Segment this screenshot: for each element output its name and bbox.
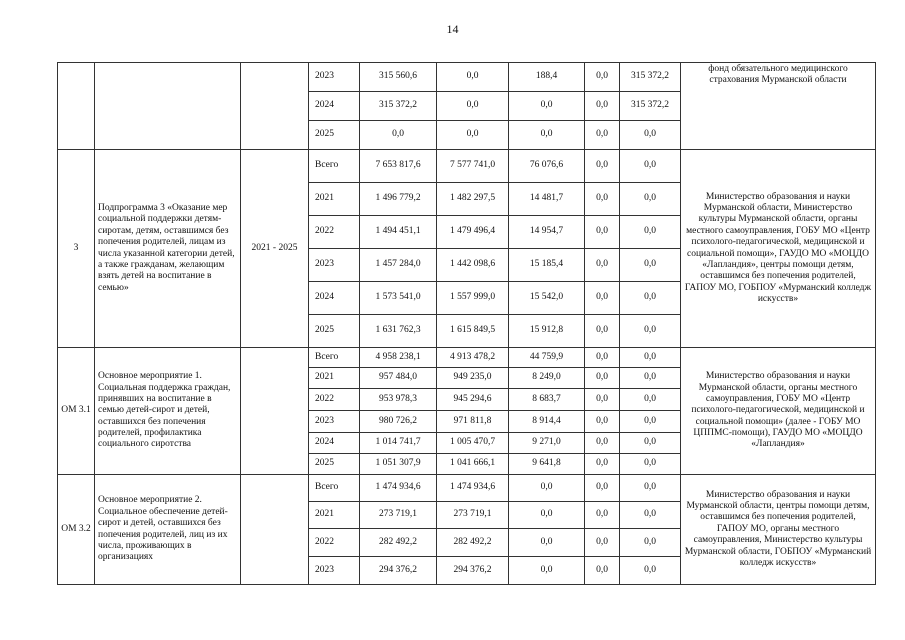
federal-budget-cell: 0,0 [509,92,585,121]
year-cell: 2024 [309,433,360,454]
total-cell: 1 051 307,9 [360,454,437,475]
executor-cell: фонд обязательного медицинского страхования Мурманской области [681,63,876,150]
year-cell: 2023 [309,557,360,585]
total-cell: 273 719,1 [360,502,437,529]
table-row [58,63,876,92]
year-cell: 2024 [309,92,360,121]
total-cell: 1 474 934,6 [360,475,437,502]
year-cell: Всего [309,348,360,368]
federal-budget-cell: 14 481,7 [509,183,585,216]
federal-budget-cell: 9 271,0 [509,433,585,454]
period-cell [241,348,309,475]
row-number: ОМ 3.2 [58,475,95,585]
federal-budget-cell: 44 759,9 [509,348,585,368]
year-cell: 2025 [309,121,360,150]
local-budget-cell: 0,0 [585,183,620,216]
other-sources-cell: 0,0 [620,121,681,150]
total-cell: 315 560,6 [360,63,437,92]
executor-cell: Министерство образования и науки Мурманской области, органы местного самоуправления, ГОБУ МО «Центр психолого-педагогической, медицинской и социальной помощи» (далее - ГОБУ МО ЦППМС-помощи), ГАУДО МО «МОЦДО «Лапландия» [681,348,876,475]
year-cell: 2023 [309,249,360,282]
other-sources-cell: 0,0 [620,389,681,411]
other-sources-cell: 315 372,2 [620,92,681,121]
federal-budget-cell: 8 249,0 [509,368,585,389]
year-cell: Всего [309,475,360,502]
local-budget-cell: 0,0 [585,92,620,121]
total-cell: 4 958 238,1 [360,348,437,368]
other-sources-cell: 0,0 [620,454,681,475]
federal-budget-cell: 76 076,6 [509,150,585,183]
other-sources-cell: 0,0 [620,557,681,585]
local-budget-cell: 0,0 [585,389,620,411]
local-budget-cell: 0,0 [585,454,620,475]
program-name: Основное мероприятие 2. Социальное обеспечение детей-сирот и детей, оставшихся без попечения родителей, лиц из их числа, проживающих в организациях [95,475,241,585]
regional-budget-cell: 1 479 496,4 [437,216,509,249]
local-budget-cell: 0,0 [585,433,620,454]
total-cell: 1 457 284,0 [360,249,437,282]
regional-budget-cell: 0,0 [437,92,509,121]
program-name [95,63,241,150]
total-cell: 1 014 741,7 [360,433,437,454]
other-sources-cell: 315 372,2 [620,63,681,92]
other-sources-cell: 0,0 [620,282,681,315]
other-sources-cell: 0,0 [620,216,681,249]
year-cell: 2021 [309,368,360,389]
total-cell: 1 496 779,2 [360,183,437,216]
total-cell: 1 573 541,0 [360,282,437,315]
federal-budget-cell: 0,0 [509,475,585,502]
local-budget-cell: 0,0 [585,348,620,368]
row-number: 3 [58,150,95,348]
period-cell [241,475,309,585]
regional-budget-cell: 1 474 934,6 [437,475,509,502]
regional-budget-cell: 971 811,8 [437,411,509,433]
local-budget-cell: 0,0 [585,150,620,183]
other-sources-cell: 0,0 [620,249,681,282]
federal-budget-cell: 15 542,0 [509,282,585,315]
year-cell: 2023 [309,63,360,92]
row-number [58,63,95,150]
federal-budget-cell: 0,0 [509,502,585,529]
row-number: ОМ 3.1 [58,348,95,475]
regional-budget-cell: 1 442 098,6 [437,249,509,282]
other-sources-cell: 0,0 [620,368,681,389]
total-cell: 980 726,2 [360,411,437,433]
regional-budget-cell: 0,0 [437,63,509,92]
regional-budget-cell: 0,0 [437,121,509,150]
table-body [58,63,876,585]
other-sources-cell: 0,0 [620,348,681,368]
regional-budget-cell: 1 482 297,5 [437,183,509,216]
regional-budget-cell: 1 041 666,1 [437,454,509,475]
total-cell: 315 372,2 [360,92,437,121]
local-budget-cell: 0,0 [585,368,620,389]
total-cell: 1 631 762,3 [360,315,437,348]
year-cell: 2023 [309,411,360,433]
federal-budget-cell: 0,0 [509,557,585,585]
total-cell: 7 653 817,6 [360,150,437,183]
year-cell: 2024 [309,282,360,315]
regional-budget-cell: 945 294,6 [437,389,509,411]
other-sources-cell: 0,0 [620,315,681,348]
other-sources-cell: 0,0 [620,411,681,433]
local-budget-cell: 0,0 [585,121,620,150]
total-cell: 1 494 451,1 [360,216,437,249]
total-cell: 294 376,2 [360,557,437,585]
year-cell: 2025 [309,454,360,475]
year-cell: 2021 [309,502,360,529]
program-name: Основное мероприятие 1. Социальная поддержка граждан, принявших на воспитание в семью детей-сирот и детей, оставшихся без попечения родителей, профилактика социального сиротства [95,348,241,475]
regional-budget-cell: 949 235,0 [437,368,509,389]
local-budget-cell: 0,0 [585,557,620,585]
regional-budget-cell: 1 557 999,0 [437,282,509,315]
federal-budget-cell: 8 683,7 [509,389,585,411]
year-cell: 2021 [309,183,360,216]
total-cell: 0,0 [360,121,437,150]
regional-budget-cell: 282 492,2 [437,529,509,557]
regional-budget-cell: 1 615 849,5 [437,315,509,348]
federal-budget-cell: 0,0 [509,121,585,150]
local-budget-cell: 0,0 [585,411,620,433]
local-budget-cell: 0,0 [585,63,620,92]
total-cell: 957 484,0 [360,368,437,389]
federal-budget-cell: 15 912,8 [509,315,585,348]
local-budget-cell: 0,0 [585,216,620,249]
total-cell: 282 492,2 [360,529,437,557]
total-cell: 953 978,3 [360,389,437,411]
other-sources-cell: 0,0 [620,150,681,183]
table-row [58,150,876,183]
local-budget-cell: 0,0 [585,315,620,348]
period-cell [241,63,309,150]
other-sources-cell: 0,0 [620,433,681,454]
federal-budget-cell: 0,0 [509,529,585,557]
year-cell: 2022 [309,216,360,249]
other-sources-cell: 0,0 [620,529,681,557]
local-budget-cell: 0,0 [585,249,620,282]
program-name: Подпрограмма 3 «Оказание мер социальной поддержки детям-сиротам, детям, оставшимся без попечения родителей, лицам из числа указанной категории детей, а также гражданам, желающим взять детей на воспитание в семью» [95,150,241,348]
regional-budget-cell: 1 005 470,7 [437,433,509,454]
funding-table [57,62,876,585]
other-sources-cell: 0,0 [620,502,681,529]
other-sources-cell: 0,0 [620,183,681,216]
regional-budget-cell: 4 913 478,2 [437,348,509,368]
local-budget-cell: 0,0 [585,282,620,315]
other-sources-cell: 0,0 [620,475,681,502]
federal-budget-cell: 9 641,8 [509,454,585,475]
table-row [58,475,876,502]
regional-budget-cell: 7 577 741,0 [437,150,509,183]
federal-budget-cell: 188,4 [509,63,585,92]
year-cell: 2025 [309,315,360,348]
local-budget-cell: 0,0 [585,529,620,557]
year-cell: Всего [309,150,360,183]
page-number: 14 [446,22,459,36]
year-cell: 2022 [309,389,360,411]
regional-budget-cell: 273 719,1 [437,502,509,529]
federal-budget-cell: 14 954,7 [509,216,585,249]
table-row [58,348,876,368]
local-budget-cell: 0,0 [585,475,620,502]
year-cell: 2022 [309,529,360,557]
local-budget-cell: 0,0 [585,502,620,529]
executor-cell: Министерство образования и науки Мурманской области, центры помощи детям, оставшимся без попечения родителей, ГАПОУ МО, органы местного самоуправления, Министерство культуры Мурманской области, ГОБПОУ «Мурманский колледж искусств» [681,475,876,585]
federal-budget-cell: 15 185,4 [509,249,585,282]
federal-budget-cell: 8 914,4 [509,411,585,433]
regional-budget-cell: 294 376,2 [437,557,509,585]
executor-cell: Министерство образования и науки Мурманской области, Министерство культуры Мурманской области, органы местного самоуправления, ГОБУ МО «Центр психолого-педагогической, медицинской и социальной помощи», ГАУДО МО «МОЦДО «Лапландия», центры помощи детям, оставшимся без попечения родителей, ГАПОУ МО, ГОБПОУ «Мурманский колледж искусств» [681,150,876,348]
period-cell: 2021 - 2025 [241,150,309,348]
